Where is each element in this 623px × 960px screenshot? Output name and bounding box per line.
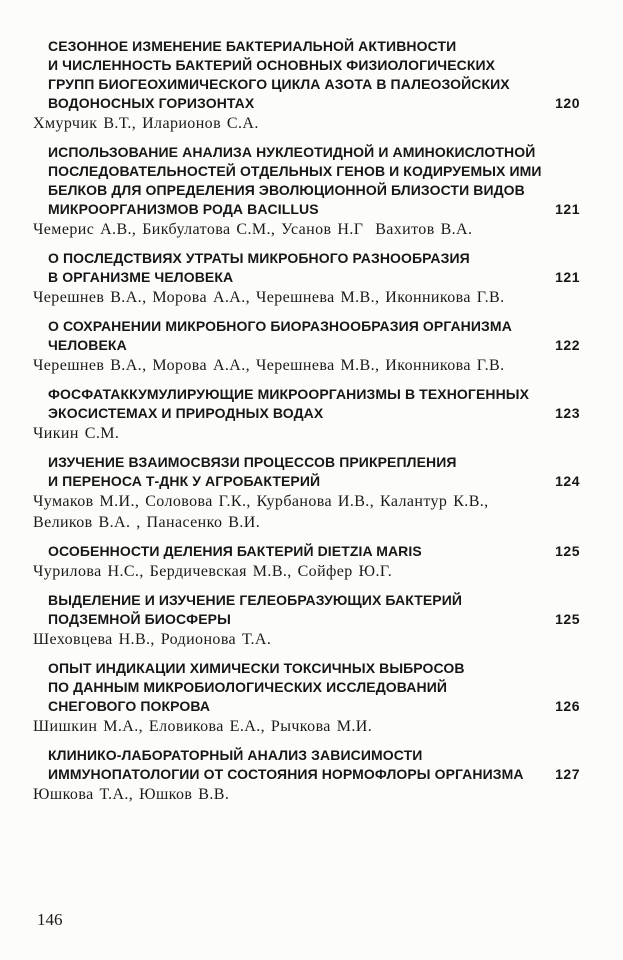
entry-title-text: ФОСФАТАККУМУЛИРУЮЩИЕ МИКРООРГАНИЗМЫ В ТЕХНОГЕННЫХ bbox=[48, 386, 530, 402]
entry-title-text: МИКРООРГАНИЗМОВ РОДА BACILLUS bbox=[48, 201, 319, 217]
entry-title-line bbox=[48, 591, 580, 610]
entry-title-text: ПО ДАННЫМ МИКРОБИОЛОГИЧЕСКИХ ИССЛЕДОВАНИЙ bbox=[48, 679, 448, 695]
toc-entry bbox=[33, 746, 580, 805]
entry-author-line: Великов В.А. , Панасенко В.И. bbox=[33, 514, 261, 531]
entry-title bbox=[48, 143, 580, 219]
entry-title-text: СНЕГОВОГО ПОКРОВА bbox=[48, 698, 211, 714]
entry-title bbox=[48, 317, 580, 355]
entry-title-line bbox=[48, 249, 580, 268]
entry-title-line bbox=[48, 75, 580, 94]
entry-title bbox=[48, 453, 580, 491]
toc-entry bbox=[33, 659, 580, 737]
entry-author-line: Чумаков М.И., Соловова Г.К., Курбанова И.В., Калантур К.В., bbox=[33, 493, 489, 510]
entry-title-text: БЕЛКОВ ДЛЯ ОПРЕДЕЛЕНИЯ ЭВОЛЮЦИОННОЙ БЛИЗОСТИ ВИДОВ bbox=[48, 182, 525, 198]
entry-title-text: ВЫДЕЛЕНИЕ И ИЗУЧЕНИЕ ГЕЛЕОБРАЗУЮЩИХ БАКТЕРИЙ bbox=[48, 592, 463, 608]
entry-page-number: 124 bbox=[555, 473, 580, 489]
entry-title-text: ИЗУЧЕНИЕ ВЗАИМОСВЯЗИ ПРОЦЕССОВ ПРИКРЕПЛЕНИЯ bbox=[48, 454, 457, 470]
entry-page-number: 122 bbox=[555, 337, 580, 353]
entry-page-number: 127 bbox=[555, 766, 580, 782]
entry-authors bbox=[33, 491, 580, 533]
entry-author-line: Чикин С.М. bbox=[33, 425, 120, 442]
entry-title-line bbox=[48, 404, 580, 423]
entry-title-text: ВОДОНОСНЫХ ГОРИЗОНТАХ bbox=[48, 95, 255, 111]
entry-title-line bbox=[48, 765, 580, 784]
entry-title-line bbox=[48, 143, 580, 162]
entry-title-line bbox=[48, 385, 580, 404]
entry-authors bbox=[33, 355, 580, 376]
entry-title-line bbox=[48, 162, 580, 181]
entry-authors bbox=[33, 113, 580, 134]
entry-title-text: СЕЗОННОЕ ИЗМЕНЕНИЕ БАКТЕРИАЛЬНОЙ АКТИВНОСТИ bbox=[48, 38, 457, 54]
entry-authors bbox=[33, 629, 580, 650]
entry-title-text: И ЧИСЛЕННОСТЬ БАКТЕРИЙ ОСНОВНЫХ ФИЗИОЛОГИЧЕСКИХ bbox=[48, 57, 496, 73]
entry-authors bbox=[33, 219, 580, 240]
entry-author-line: Чемерис А.В., Бикбулатова С.М., Усанов Н.Г Вахитов В.А. bbox=[33, 221, 473, 238]
entry-title-line bbox=[48, 200, 580, 219]
entry-title bbox=[48, 249, 580, 287]
entry-title-text: В ОРГАНИЗМЕ ЧЕЛОВЕКА bbox=[48, 269, 234, 285]
entry-title-text: ПОСЛЕДОВАТЕЛЬНОСТЕЙ ОТДЕЛЬНЫХ ГЕНОВ И КОДИРУЕМЫХ ИМИ bbox=[48, 163, 542, 179]
entry-title-text: ОСОБЕННОСТИ ДЕЛЕНИЯ БАКТЕРИЙ DIETZIA MARIS bbox=[48, 543, 422, 559]
entry-page-number: 125 bbox=[555, 611, 580, 627]
entry-page-number: 120 bbox=[555, 95, 580, 111]
entry-page-number: 123 bbox=[555, 405, 580, 421]
entry-title-text: И ПЕРЕНОСА Т-ДНК У АГРОБАКТЕРИЙ bbox=[48, 473, 321, 489]
entry-authors bbox=[33, 423, 580, 444]
entry-author-line: Шеховцева Н.В., Родионова Т.А. bbox=[33, 631, 272, 648]
entry-page-number: 126 bbox=[555, 698, 580, 714]
entry-title-text: ЭКОСИСТЕМАХ И ПРИРОДНЫХ ВОДАХ bbox=[48, 405, 324, 421]
entry-author-line: Хмурчик В.Т., Иларионов С.А. bbox=[33, 115, 259, 132]
entry-title-line bbox=[48, 317, 580, 336]
entry-author-line: Черешнев В.А., Морова А.А., Черешнева М.В., Иконникова Г.В. bbox=[33, 357, 505, 374]
entry-page-number: 121 bbox=[555, 269, 580, 285]
entry-title-line bbox=[48, 336, 580, 355]
entry-title-line bbox=[48, 746, 580, 765]
toc-entry bbox=[33, 249, 580, 308]
entry-title-text: КЛИНИКО-ЛАБОРАТОРНЫЙ АНАЛИЗ ЗАВИСИМОСТИ bbox=[48, 747, 423, 763]
entry-title-line bbox=[48, 697, 580, 716]
entry-author-line: Чурилова Н.С., Бердичевская М.В., Сойфер Ю.Г. bbox=[33, 563, 393, 580]
entry-title-line bbox=[48, 268, 580, 287]
entry-title-line bbox=[48, 94, 580, 113]
entry-title bbox=[48, 746, 580, 784]
entry-author-line: Шишкин М.А., Еловикова Е.А., Рычкова М.И. bbox=[33, 718, 373, 735]
entry-title bbox=[48, 385, 580, 423]
entry-title-text: ОПЫТ ИНДИКАЦИИ ХИМИЧЕСКИ ТОКСИЧНЫХ ВЫБРОСОВ bbox=[48, 660, 465, 676]
entry-title bbox=[48, 542, 580, 561]
entry-title-line bbox=[48, 453, 580, 472]
toc-entry bbox=[33, 143, 580, 240]
toc-entry bbox=[33, 591, 580, 650]
entry-title bbox=[48, 37, 580, 113]
entry-title-line bbox=[48, 542, 580, 561]
entry-page-number: 121 bbox=[555, 201, 580, 217]
entry-authors bbox=[33, 561, 580, 582]
entry-author-line: Черешнев В.А., Морова А.А., Черешнева М.В., Иконникова Г.В. bbox=[33, 289, 505, 306]
entry-title-line bbox=[48, 472, 580, 491]
entry-title-text: О СОХРАНЕНИИ МИКРОБНОГО БИОРАЗНООБРАЗИЯ ОРГАНИЗМА bbox=[48, 318, 512, 334]
entry-title-line bbox=[48, 181, 580, 200]
entry-title-text: ПОДЗЕМНОЙ БИОСФЕРЫ bbox=[48, 611, 231, 627]
entry-title-line bbox=[48, 37, 580, 56]
entry-title-text: ИСПОЛЬЗОВАНИЕ АНАЛИЗА НУКЛЕОТИДНОЙ И АМИНОКИСЛОТНОЙ bbox=[48, 144, 536, 160]
toc-entry bbox=[33, 37, 580, 134]
entry-page-number: 125 bbox=[555, 543, 580, 559]
entry-authors bbox=[33, 287, 580, 308]
toc-entry bbox=[33, 453, 580, 533]
entry-title-text: ГРУПП БИОГЕОХИМИЧЕСКОГО ЦИКЛА АЗОТА В ПАЛЕОЗОЙСКИХ bbox=[48, 76, 510, 92]
entry-title-line bbox=[48, 678, 580, 697]
entry-title bbox=[48, 659, 580, 716]
entry-title-line bbox=[48, 610, 580, 629]
toc-entry bbox=[33, 542, 580, 582]
toc-entry bbox=[33, 317, 580, 376]
entry-authors bbox=[33, 716, 580, 737]
entry-title-line bbox=[48, 659, 580, 678]
entry-title bbox=[48, 591, 580, 629]
entry-authors bbox=[33, 784, 580, 805]
entry-title-line bbox=[48, 56, 580, 75]
entry-title-text: ЧЕЛОВЕКА bbox=[48, 337, 127, 353]
toc-entry bbox=[33, 385, 580, 444]
entry-title-text: О ПОСЛЕДСТВИЯХ УТРАТЫ МИКРОБНОГО РАЗНООБРАЗИЯ bbox=[48, 250, 470, 266]
entry-title-text: ИММУНОПАТОЛОГИИ ОТ СОСТОЯНИЯ НОРМОФЛОРЫ ОРГАНИЗМА bbox=[48, 766, 524, 782]
entry-author-line: Юшкова Т.А., Юшков В.В. bbox=[33, 786, 230, 803]
footer-page-number: 146 bbox=[37, 910, 63, 929]
